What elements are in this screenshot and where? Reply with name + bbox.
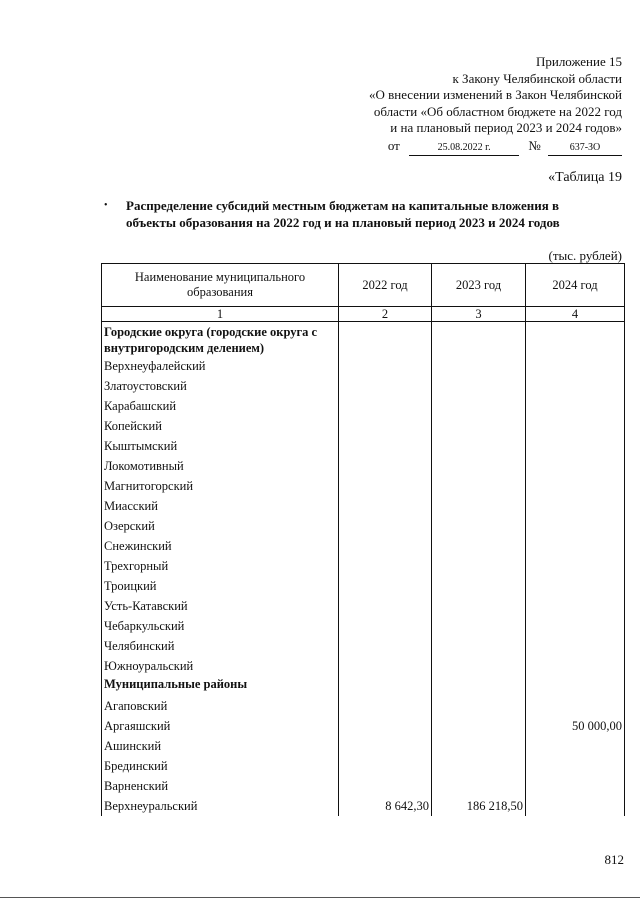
table-header-row — [102, 264, 625, 307]
cell-2023 — [432, 776, 526, 796]
cell-2023 — [432, 536, 526, 556]
cell-2024 — [526, 476, 625, 496]
cell-2023 — [432, 322, 526, 357]
cell-2024 — [526, 636, 625, 656]
cell-municipality: Верхнеуральский — [102, 796, 339, 816]
table-body — [102, 322, 625, 817]
cell-2022 — [339, 636, 432, 656]
cell-municipality: Копейский — [102, 416, 339, 436]
cell-2023 — [432, 616, 526, 636]
table-row — [102, 416, 625, 436]
cell-2023 — [432, 376, 526, 396]
cell-municipality: Озерский — [102, 516, 339, 536]
cell-municipality: Брединский — [102, 756, 339, 776]
cell-2022 — [339, 536, 432, 556]
title-line-2: объекты образования на 2022 год и на плановый период 2023 и 2024 годов — [126, 215, 560, 230]
cell-2022 — [339, 696, 432, 716]
col-number-4: 4 — [526, 307, 625, 322]
table-row — [102, 796, 625, 816]
cell-2022 — [339, 716, 432, 736]
cell-municipality: Магнитогорский — [102, 476, 339, 496]
cell-2024 — [526, 356, 625, 376]
appendix-line-4: области «Об областном бюджете на 2022 год — [373, 103, 622, 119]
table-row — [102, 456, 625, 476]
cell-2022 — [339, 616, 432, 636]
date-number-line — [282, 138, 622, 156]
cell-2023 — [432, 716, 526, 736]
cell-2023 — [432, 396, 526, 416]
table-group-row — [102, 322, 625, 357]
cell-2022 — [339, 676, 432, 696]
bottom-divider — [0, 897, 640, 898]
cell-2024 — [526, 496, 625, 516]
cell-municipality: Усть-Катавский — [102, 596, 339, 616]
header-2022: 2022 год — [339, 264, 432, 307]
cell-2024 — [526, 556, 625, 576]
table-row — [102, 476, 625, 496]
cell-municipality: Варненский — [102, 776, 339, 796]
cell-municipality: Южноуральский — [102, 656, 339, 676]
table-row — [102, 776, 625, 796]
cell-2024 — [526, 676, 625, 696]
cell-2024 — [526, 776, 625, 796]
cell-2024 — [526, 576, 625, 596]
table-row — [102, 756, 625, 776]
units-label: (тыс. рублей) — [548, 248, 622, 263]
appendix-line-2: к Закону Челябинской области — [452, 70, 622, 86]
table-row — [102, 596, 625, 616]
cell-2023 — [432, 516, 526, 536]
cell-2023 — [432, 636, 526, 656]
header-municipality: Наименование муниципального образования — [102, 264, 339, 307]
cell-2024 — [526, 616, 625, 636]
cell-2022 — [339, 776, 432, 796]
cell-2022 — [339, 322, 432, 357]
cell-2023 — [432, 736, 526, 756]
cell-2022 — [339, 596, 432, 616]
cell-2022 — [339, 656, 432, 676]
cell-2023 — [432, 556, 526, 576]
col-number-1: 1 — [102, 307, 339, 322]
appendix-header — [282, 54, 622, 156]
cell-2024 — [526, 322, 625, 357]
col-number-3: 3 — [432, 307, 526, 322]
appendix-number: Приложение 15 — [535, 54, 622, 69]
cell-municipality: Ашинский — [102, 736, 339, 756]
cell-municipality: Трехгорный — [102, 556, 339, 576]
table-row — [102, 716, 625, 736]
cell-2023 — [432, 436, 526, 456]
cell-2023 — [432, 576, 526, 596]
col-number-2: 2 — [339, 307, 432, 322]
cell-municipality: Кыштымский — [102, 436, 339, 456]
cell-2022 — [339, 576, 432, 596]
document-title — [126, 197, 626, 231]
number-field: 637-ЗО — [548, 141, 622, 156]
cell-2023 — [432, 676, 526, 696]
cell-2022 — [339, 416, 432, 436]
table-row — [102, 376, 625, 396]
cell-2023 — [432, 356, 526, 376]
bullet-mark: • — [104, 200, 108, 211]
cell-2024 — [526, 416, 625, 436]
cell-2024 — [526, 396, 625, 416]
cell-2024 — [526, 376, 625, 396]
cell-2023: 186 218,50 — [432, 796, 526, 816]
cell-municipality: Снежинский — [102, 536, 339, 556]
cell-2022 — [339, 556, 432, 576]
cell-2024 — [526, 736, 625, 756]
cell-municipality: Челябинский — [102, 636, 339, 656]
page-number: 812 — [604, 852, 624, 867]
table-row — [102, 516, 625, 536]
cell-2023 — [432, 756, 526, 776]
cell-municipality: Троицкий — [102, 576, 339, 596]
cell-2023 — [432, 596, 526, 616]
cell-2024 — [526, 436, 625, 456]
cell-2024 — [526, 656, 625, 676]
number-prefix: № — [528, 137, 541, 153]
cell-municipality: Аргаяшский — [102, 716, 339, 736]
cell-2024 — [526, 596, 625, 616]
cell-municipality: Агаповский — [102, 696, 339, 716]
header-2024: 2024 год — [526, 264, 625, 307]
table-reference: «Таблица 19 — [548, 170, 622, 185]
cell-municipality: Златоустовский — [102, 376, 339, 396]
cell-2022 — [339, 476, 432, 496]
cell-2024 — [526, 516, 625, 536]
appendix-line-3: «О внесении изменений в Закон Челябинской — [368, 87, 622, 102]
table-row — [102, 696, 625, 716]
cell-2023 — [432, 476, 526, 496]
date-field: 25.08.2022 г. — [409, 141, 519, 156]
cell-2022 — [339, 516, 432, 536]
table-row — [102, 736, 625, 756]
cell-2022 — [339, 436, 432, 456]
table-row — [102, 556, 625, 576]
cell-2022 — [339, 756, 432, 776]
cell-municipality: Локомотивный — [102, 456, 339, 476]
title-line-1: Распределение субсидий местным бюджетам на капитальные вложения в — [126, 198, 560, 213]
table-row — [102, 436, 625, 456]
cell-2023 — [432, 496, 526, 516]
cell-2023 — [432, 696, 526, 716]
cell-2024 — [526, 456, 625, 476]
cell-2022 — [339, 736, 432, 756]
cell-municipality: Городские округа (городские округа с внутригородским делением) — [102, 322, 339, 357]
cell-2024 — [526, 696, 625, 716]
column-number-row — [102, 307, 625, 322]
cell-2022 — [339, 456, 432, 476]
cell-municipality: Чебаркульский — [102, 616, 339, 636]
cell-2022 — [339, 376, 432, 396]
cell-2024 — [526, 796, 625, 816]
cell-2023 — [432, 456, 526, 476]
table-row — [102, 496, 625, 516]
table-row — [102, 576, 625, 596]
table-row — [102, 616, 625, 636]
table-row — [102, 356, 625, 376]
cell-2022 — [339, 396, 432, 416]
cell-municipality: Карабашский — [102, 396, 339, 416]
table-row — [102, 656, 625, 676]
cell-2022 — [339, 496, 432, 516]
cell-2022 — [339, 356, 432, 376]
cell-2023 — [432, 416, 526, 436]
cell-2024 — [526, 756, 625, 776]
date-prefix: от — [387, 137, 400, 153]
cell-municipality: Верхнеуфалейский — [102, 356, 339, 376]
cell-municipality: Миасский — [102, 496, 339, 516]
cell-2024: 50 000,00 — [526, 716, 625, 736]
header-2023: 2023 год — [432, 264, 526, 307]
cell-2022: 8 642,30 — [339, 796, 432, 816]
cell-2024 — [526, 536, 625, 556]
appendix-line-5: и на плановый период 2023 и 2024 годов» — [390, 120, 622, 135]
cell-2023 — [432, 656, 526, 676]
table-row — [102, 636, 625, 656]
table-row — [102, 396, 625, 416]
table-row — [102, 536, 625, 556]
cell-municipality: Муниципальные районы — [102, 676, 339, 696]
table-group-row — [102, 676, 625, 696]
subsidy-table — [101, 263, 625, 816]
